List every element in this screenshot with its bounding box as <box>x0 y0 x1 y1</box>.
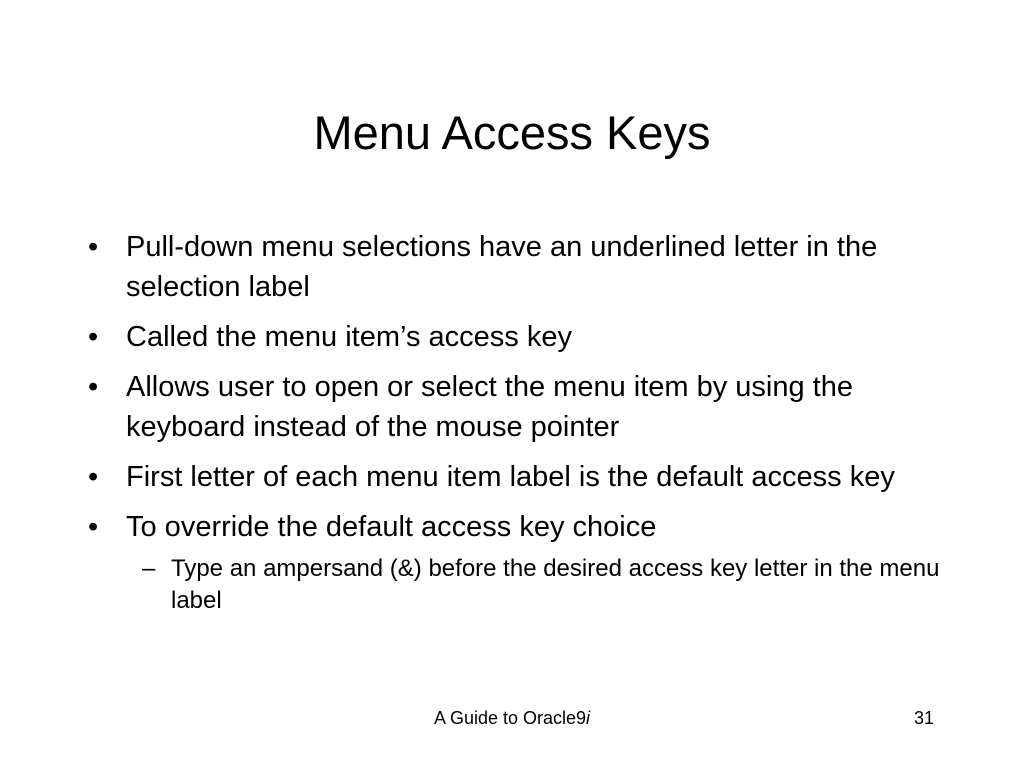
bullet-text: Pull-down menu selections have an underlined letter in the selection label <box>126 231 878 303</box>
footer-text: A Guide to Oracle9 <box>433 708 587 728</box>
bullet-icon: • <box>88 231 99 263</box>
sub-bullet-item <box>126 553 954 617</box>
page-number: 31 <box>913 708 934 728</box>
bullet-icon: • <box>88 461 99 493</box>
footer-title <box>0 706 1024 730</box>
bullet-icon: • <box>88 511 99 543</box>
sub-bullet-text: Type an ampersand (&) before the desired access key letter in the menu label <box>171 555 940 614</box>
bullet-icon: • <box>88 321 99 353</box>
bullet-text: Allows user to open or select the menu item by using the keyboard instead of the mouse pointer <box>126 371 853 443</box>
bullet-item <box>84 367 954 447</box>
bullet-icon: • <box>88 371 99 403</box>
bullet-item <box>84 227 954 307</box>
dash-icon: – <box>142 555 156 582</box>
bullet-text: To override the default access key choice <box>126 511 657 543</box>
footer-text-italic: i <box>586 708 591 728</box>
bullet-item <box>84 507 954 617</box>
bullet-list <box>84 227 954 627</box>
bullet-text: Called the menu item’s access key <box>126 321 572 353</box>
slide-title: Menu Access Keys <box>313 106 711 159</box>
bullet-item <box>84 317 954 357</box>
bullet-item <box>84 457 954 497</box>
bullet-text: First letter of each menu item label is the default access key <box>126 461 895 493</box>
sub-bullet-list <box>126 553 954 617</box>
